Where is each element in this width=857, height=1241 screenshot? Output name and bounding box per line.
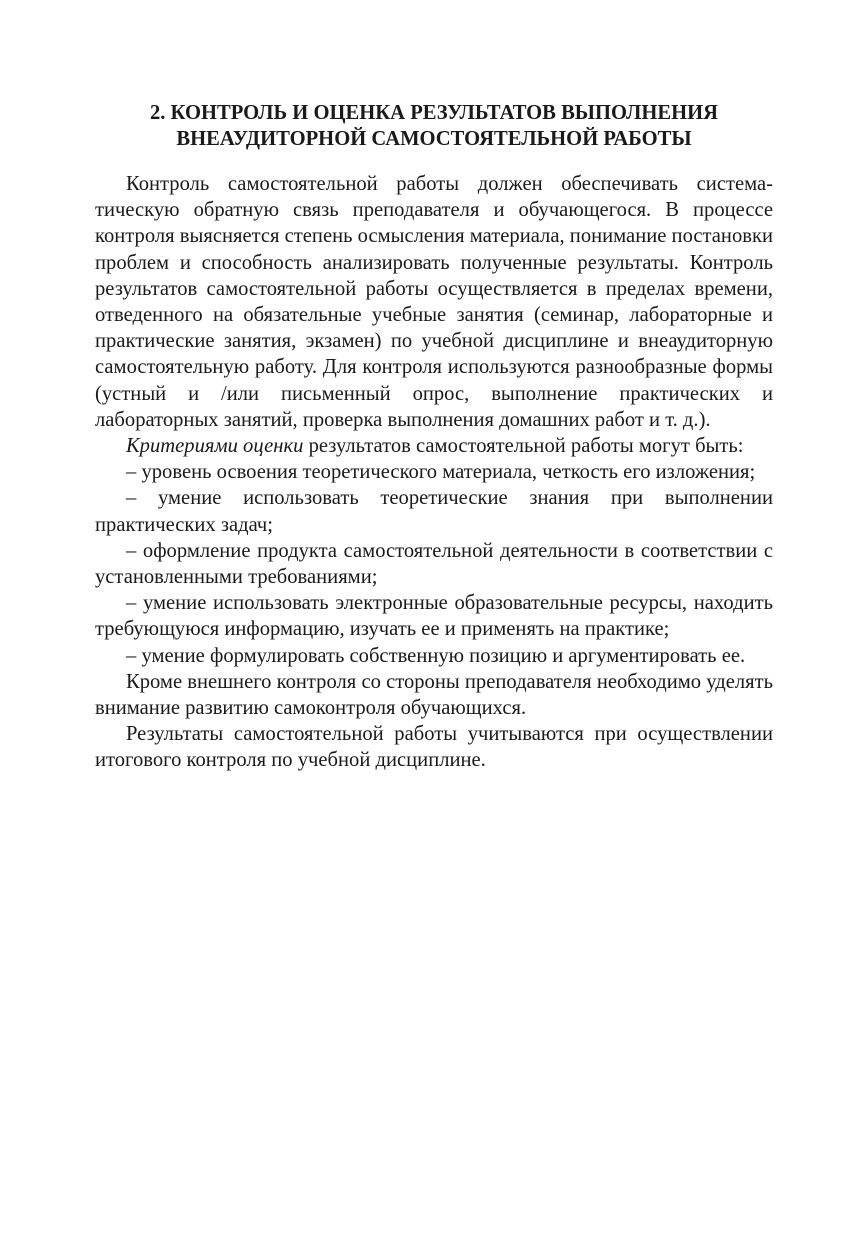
paragraph-criteria-intro <box>95 433 773 459</box>
section-heading-line-2: ВНЕАУДИТОРНОЙ САМОСТОЯТЕЛЬНОЙ РАБОТЫ <box>176 128 692 150</box>
criterion-item-1: – уровень освоения теоретического материала, четкость его изложения; <box>126 461 756 484</box>
criteria-term: Критериями оценки <box>126 435 304 458</box>
paragraph-self-control: Кроме внешнего контроля со стороны преподавателя необходимо уделять внимание развитию самоконтроля обучающихся. <box>95 670 773 720</box>
criterion-item-5: – умение формулировать собственную позицию и аргументировать ее. <box>126 644 746 667</box>
paragraph-control-overview: Контроль самостоятельной работы должен обеспечивать систематическую обратную связь преподавателя и обучающегося. В процессе контроля выясняется степень осмысления материала, понимание постановки проблем и способность анализировать полученные результаты. Контроль результатов самостоятельной работы осуществляется в пределах времени, отведенного на обязательные учебные занятия (семинар, лабораторные и практические занятия, экзамен) по учебной дисциплине и внеаудиторную самостоятельную работу. Для контроля используются разнообразные формы (устный и /или письменный опрос, выполнение практических и лабораторных занятий, проверка выполнения домашних работ и т. д.). <box>95 173 773 431</box>
criterion-item-3: – оформление продукта самостоятельной деятельности в соответствии с установленными требованиями; <box>95 539 773 589</box>
criterion-item-2: – умение использовать теоретические знания при выполнении практических задач; <box>95 487 773 536</box>
criterion-item-4: – умение использовать электронные образовательные ресурсы, находить требующуюся информацию, изучать ее и применять на практике; <box>95 592 773 641</box>
section-heading <box>95 100 773 152</box>
section-heading-line-1: 2. КОНТРОЛЬ И ОЦЕНКА РЕЗУЛЬТАТОВ ВЫПОЛНЕНИЯ <box>149 102 719 124</box>
document-page <box>95 100 773 774</box>
paragraph-final-control: Результаты самостоятельной работы учитываются при осуществлении итогового контроля по учебной дисциплине. <box>95 723 773 772</box>
criteria-intro-text: результатов самостоятельной работы могут быть: <box>303 435 744 458</box>
